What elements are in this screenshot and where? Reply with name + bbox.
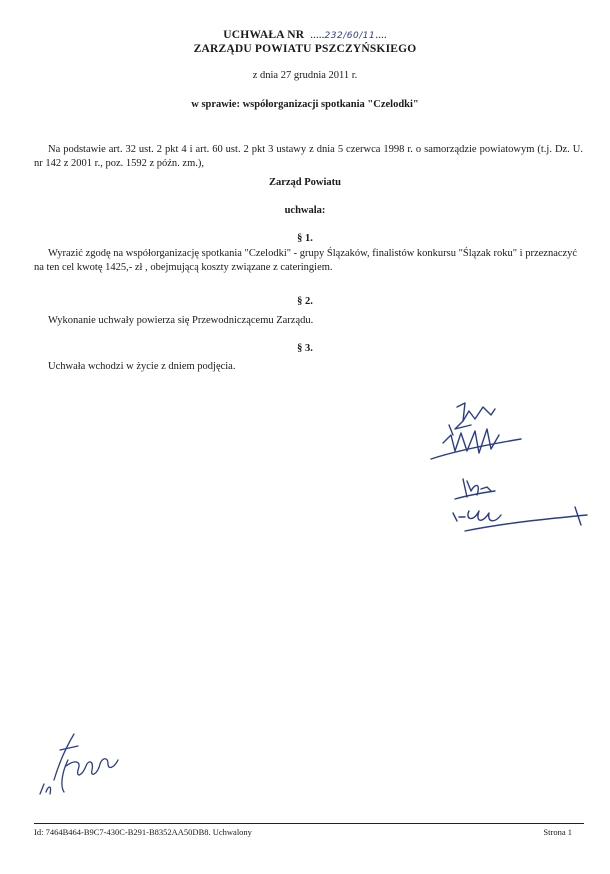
resolves-heading: uchwala: bbox=[284, 205, 326, 216]
document-id: Id: 7464B464-B9C7-430C-B291-B8352AA50DB8. Uchwalony bbox=[34, 827, 252, 837]
section-1-text: Wyrazić zgodę na współorganizację spotkania "Czelodki" - grupy Ślązaków, finalistów konkursu "Ślązak roku" i przeznaczyć na ten cel kwotę 1425,- zł , obejmującą koszty związane z cateringiem. bbox=[34, 248, 578, 273]
resolution-title bbox=[0, 29, 610, 41]
section-3-mark: § 3. bbox=[297, 343, 313, 354]
bottom-left-signature bbox=[38, 720, 128, 820]
resolution-number: 232/60/11 bbox=[324, 31, 376, 41]
footer-divider bbox=[34, 823, 584, 824]
section-3-text: Uchwała wchodzi w życie z dniem podjęcia. bbox=[48, 361, 236, 372]
section-2-text: Wykonanie uchwały powierza się Przewodniczącemu Zarządu. bbox=[48, 315, 314, 326]
number-dotted-line: .....232/60/11.... bbox=[307, 29, 387, 41]
board-signatures bbox=[425, 395, 600, 545]
title-prefix: UCHWAŁA NR bbox=[223, 29, 305, 41]
legal-basis: Na podstawie art. 32 ust. 2 pkt 4 i art. 60 ust. 2 pkt 3 ustawy z dnia 5 czerwca 1998 r. o samorządzie powiatowym (t.j. Dz. U. nr 142 z 2001 r., poz. 1592 z późn. zm.), bbox=[34, 144, 583, 169]
resolution-subject: w sprawie: współorganizacji spotkania "Czelodki" bbox=[191, 99, 419, 110]
section-1-mark: § 1. bbox=[297, 233, 313, 244]
section-2-mark: § 2. bbox=[297, 296, 313, 307]
resolution-date: z dnia 27 grudnia 2011 r. bbox=[252, 70, 358, 81]
issuing-body: ZARZĄDU POWIATU PSZCZYŃSKIEGO bbox=[193, 43, 417, 55]
page-number: Strona 1 bbox=[543, 827, 572, 837]
authority-heading: Zarząd Powiatu bbox=[268, 177, 342, 188]
